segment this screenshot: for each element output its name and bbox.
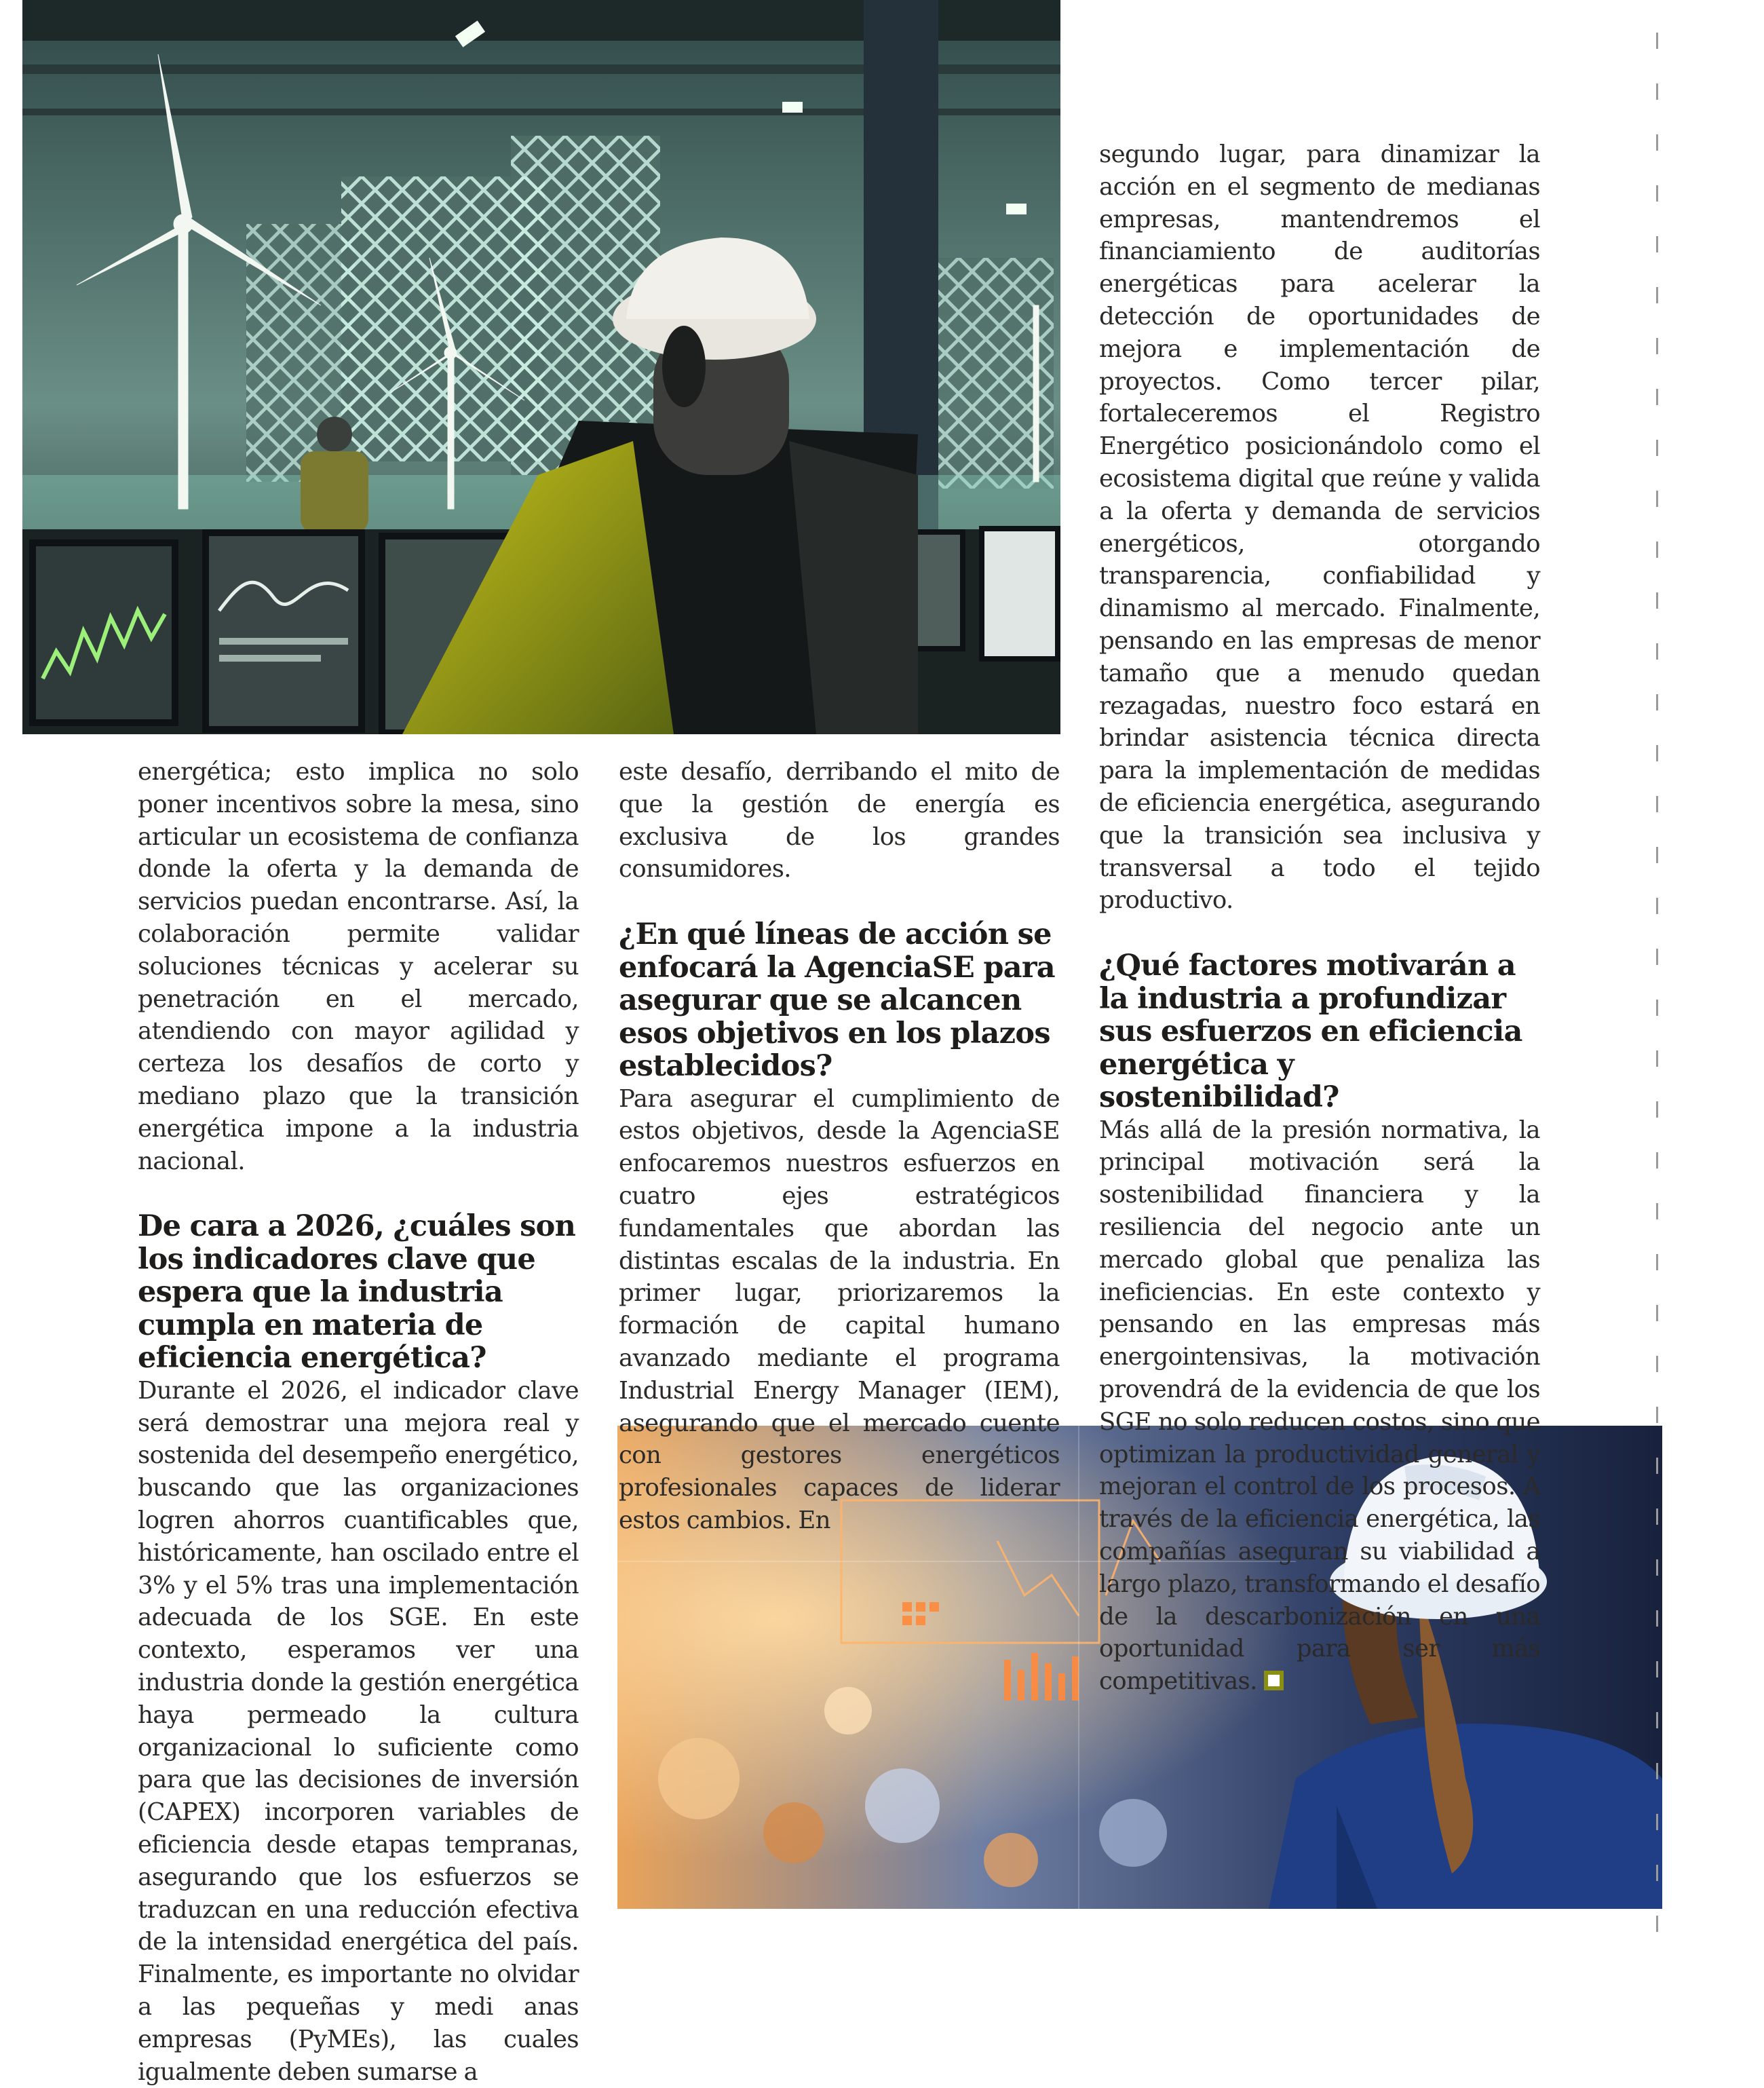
margin-tick <box>1656 1508 1658 1525</box>
col1-paragraph-2: Durante el 2026, el indicador clave será demostrar una mejora real y sostenida del desempeño energético, buscando que las organizaciones logren ahorros cuantificables que, históricamente, han oscilado entre el 3% y el 5% tras una implementación adecuada de los SGE. En este contexto, esperamos ver una industria donde la gestión energética haya permeado la cultura organizacional lo suficiente como para que las decisiones de inversión (CAPEX) incorporen variables de eficiencia desde etapas tempranas, asegurando que los esfuerzos se traduzcan en una reducción efectiva de la intensidad energética del país. Finalmente, es importante no olvidar a las pequeñas y medi anas empresas (PyMEs), las cuales igualmente deben sumarse a <box>138 1376 579 2086</box>
margin-tick <box>1656 1152 1658 1169</box>
margin-tick <box>1656 1916 1658 1932</box>
margin-tick <box>1656 898 1658 914</box>
margin-tick <box>1656 1610 1658 1627</box>
margin-tick <box>1656 236 1658 252</box>
margin-tick <box>1656 389 1658 405</box>
margin-tick <box>1656 1000 1658 1016</box>
margin-tick <box>1656 1356 1658 1372</box>
margin-tick <box>1656 847 1658 863</box>
top-photo-control-room <box>22 0 1060 734</box>
col3-paragraph-2-text: Más allá de la presión normativa, la principal motivación será la sostenibilidad financiera y la resiliencia del negocio ante un mercado global que penaliza las ineficiencias. En este contexto y pensando en las empresas más energointensivas, la motivación provendrá de la evidencia de que los SGE no solo reducen costos, sino que optimizan la productividad general y mejoran el control de los procesos. A través de la eficiencia energética, las compañías aseguran su viabilidad a largo plazo, transformando el desafío de la descarbonización en una oportunidad para ser más competitivas. <box>1099 1116 1540 1696</box>
col1-question-heading: De cara a 2026, ¿cuáles son los indicadores clave que espera que la industria cumpla en materia de eficiencia energética? <box>138 1209 576 1375</box>
margin-tick <box>1656 1050 1658 1067</box>
col2-paragraph-1: este desafío, derribando el mito de que la gestión de energía es exclusiva de los grandes consumidores. <box>619 758 1060 884</box>
margin-tick <box>1656 1101 1658 1118</box>
margin-tick <box>1656 491 1658 507</box>
column-left <box>138 756 579 2088</box>
margin-tick <box>1656 592 1658 609</box>
margin-tick <box>1656 949 1658 965</box>
end-of-article-square-icon <box>1264 1671 1284 1690</box>
margin-tick <box>1656 134 1658 151</box>
margin-tick <box>1656 745 1658 761</box>
margin-tick <box>1656 1814 1658 1830</box>
margin-tick <box>1656 1865 1658 1881</box>
margin-tick <box>1656 185 1658 202</box>
margin-tick <box>1656 542 1658 558</box>
margin-tick <box>1656 1712 1658 1728</box>
col3-paragraph-2 <box>1099 1114 1540 1698</box>
margin-tick <box>1656 1559 1658 1576</box>
margin-tick <box>1656 287 1658 303</box>
margin-tick <box>1656 796 1658 812</box>
margin-tick <box>1656 1203 1658 1219</box>
margin-tick <box>1656 1407 1658 1423</box>
margin-tick <box>1656 1661 1658 1677</box>
margin-tick <box>1656 1763 1658 1779</box>
margin-tick <box>1656 83 1658 100</box>
col2-paragraph-2: Para asegurar el cumplimiento de estos objetivos, desde la AgenciaSE enfocaremos nuestros esfuerzos en cuatro ejes estratégicos fundamentales que abordan las distintas escalas de la industria. En primer lugar, priorizaremos la formación de capital humano avanzado mediante el programa Industrial Energy Manager (IEM), asegurando que el mercado cuente con gestores energéticos profesionales capaces de liderar estos cambios. En <box>619 1084 1060 1535</box>
margin-tick <box>1656 338 1658 354</box>
control-room-illustration <box>22 0 1060 734</box>
col2-question-heading: ¿En qué líneas de acción se enfocará la AgenciaSE para asegurar que se alcancen esos objetivos en los plazos establecidos? <box>619 917 1055 1084</box>
margin-tick <box>1656 1458 1658 1474</box>
col3-paragraph-1: segundo lugar, para dinamizar la acción en el segmento de medianas empresas, mantendremos el financiamiento de auditorías energéticas para acelerar la detección de oportunidades de mejora e implementación de proyectos. Como tercer pilar, fortaleceremos el Registro Energético posicionándolo como el ecosistema digital que reúne y valida a la oferta y demanda de servicios energéticos, otorgando transparencia, confiabilidad y dinamismo al mercado. Finalmente, pensando en las empresas de menor tamaño que a menudo quedan rezagadas, nuestro foco estará en brindar asistencia técnica directa para la implementación de medidas de eficiencia energética, asegurando que la transición sea inclusiva y transversal a todo el tejido productivo. <box>1099 140 1540 915</box>
margin-tick <box>1656 33 1658 49</box>
col3-question-heading: ¿Qué factores motivarán a la industria a profundizar sus esfuerzos en eficiencia energética y sostenibilidad? <box>1099 949 1522 1115</box>
column-right <box>1099 138 1540 1698</box>
margin-tick <box>1656 1254 1658 1270</box>
column-middle <box>619 756 1060 1537</box>
col1-paragraph-1: energética; esto implica no solo poner incentivos sobre la mesa, sino articular un ecosistema de confianza donde la oferta y la demanda de servicios puedan encontrarse. Así, la colaboración permite validar soluciones técnicas y acelerar su penetración en el mercado, atendiendo con mayor agilidad y certeza los desafíos de corto y mediano plazo que la transición energética impone a la industria nacional. <box>138 758 579 1175</box>
margin-tick-ruler <box>1656 27 1659 1927</box>
margin-tick <box>1656 1305 1658 1321</box>
margin-tick <box>1656 694 1658 710</box>
margin-tick <box>1656 440 1658 456</box>
margin-tick <box>1656 643 1658 660</box>
